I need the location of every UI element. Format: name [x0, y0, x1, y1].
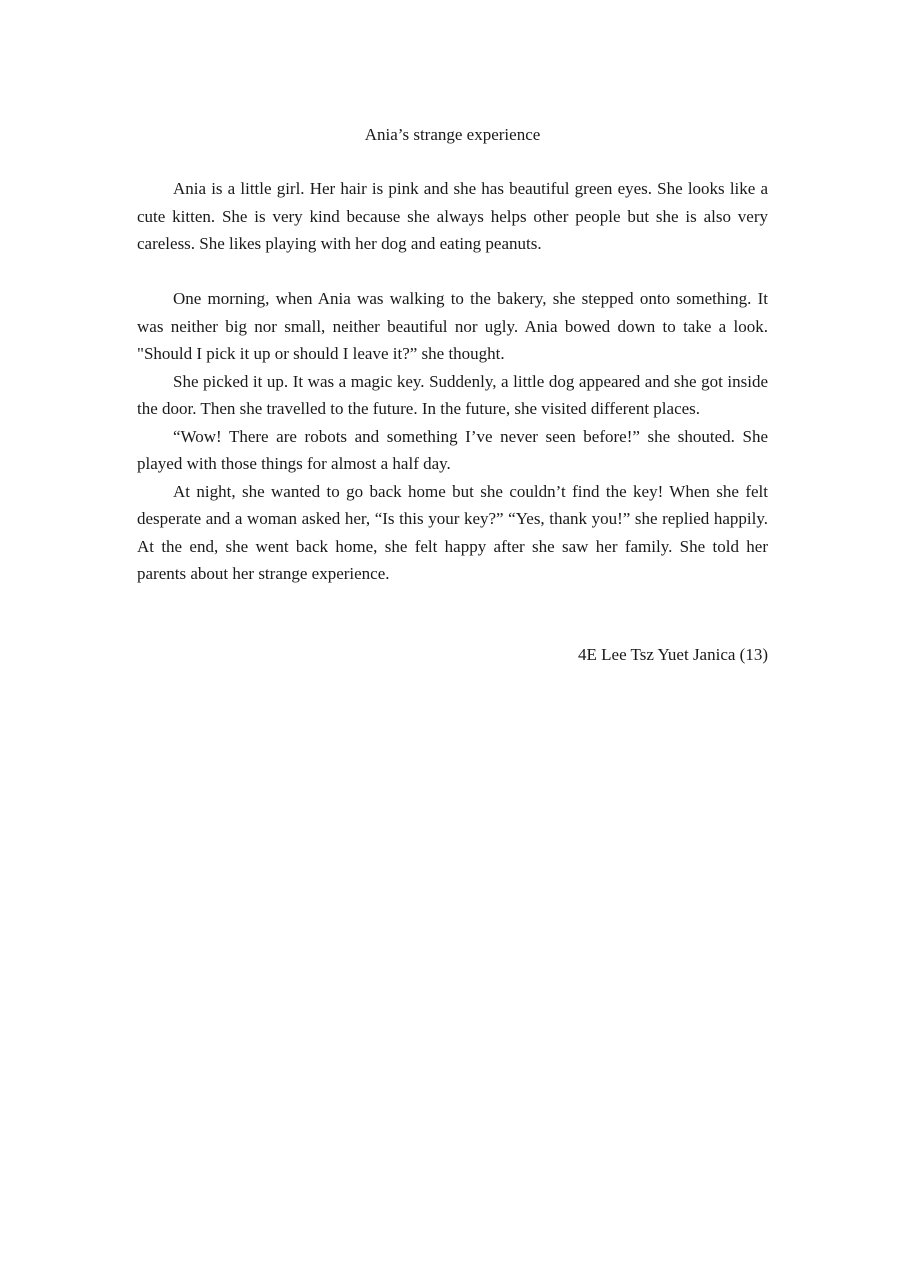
paragraph-3: She picked it up. It was a magic key. Suddenly, a little dog appeared and she got inside the door. Then she travelled to the future. In the future, she visited different places.: [137, 371, 768, 418]
page-title: Ania’s strange experience: [364, 125, 541, 144]
author-signature: 4E Lee Tsz Yuet Janica (13): [578, 645, 768, 664]
paragraph-5: At night, she wanted to go back home but she couldn’t find the key! When she felt desperate and a woman asked her, “Is this your key?” “Yes, thank you!” she replied happily. At the end, she went back home, she felt happy after she saw her family. She told her parents about her strange experience.: [137, 481, 768, 583]
paragraph-1: Ania is a little girl. Her hair is pink and she has beautiful green eyes. She looks like a cute kitten. She is very kind because she always helps other people but she is also very careless. She likes playing with her dog and eating peanuts.: [137, 179, 768, 253]
story-body: [137, 175, 768, 588]
paragraph-2: One morning, when Ania was walking to the bakery, she stepped onto something. It was neither big nor small, neither beautiful nor ugly. Ania bowed down to take a look. "Should I pick it up or should I leave it?” she thought.: [137, 289, 768, 363]
paragraph-4: “Wow! There are robots and something I’ve never seen before!” she shouted. She played with those things for almost a half day.: [137, 426, 768, 473]
